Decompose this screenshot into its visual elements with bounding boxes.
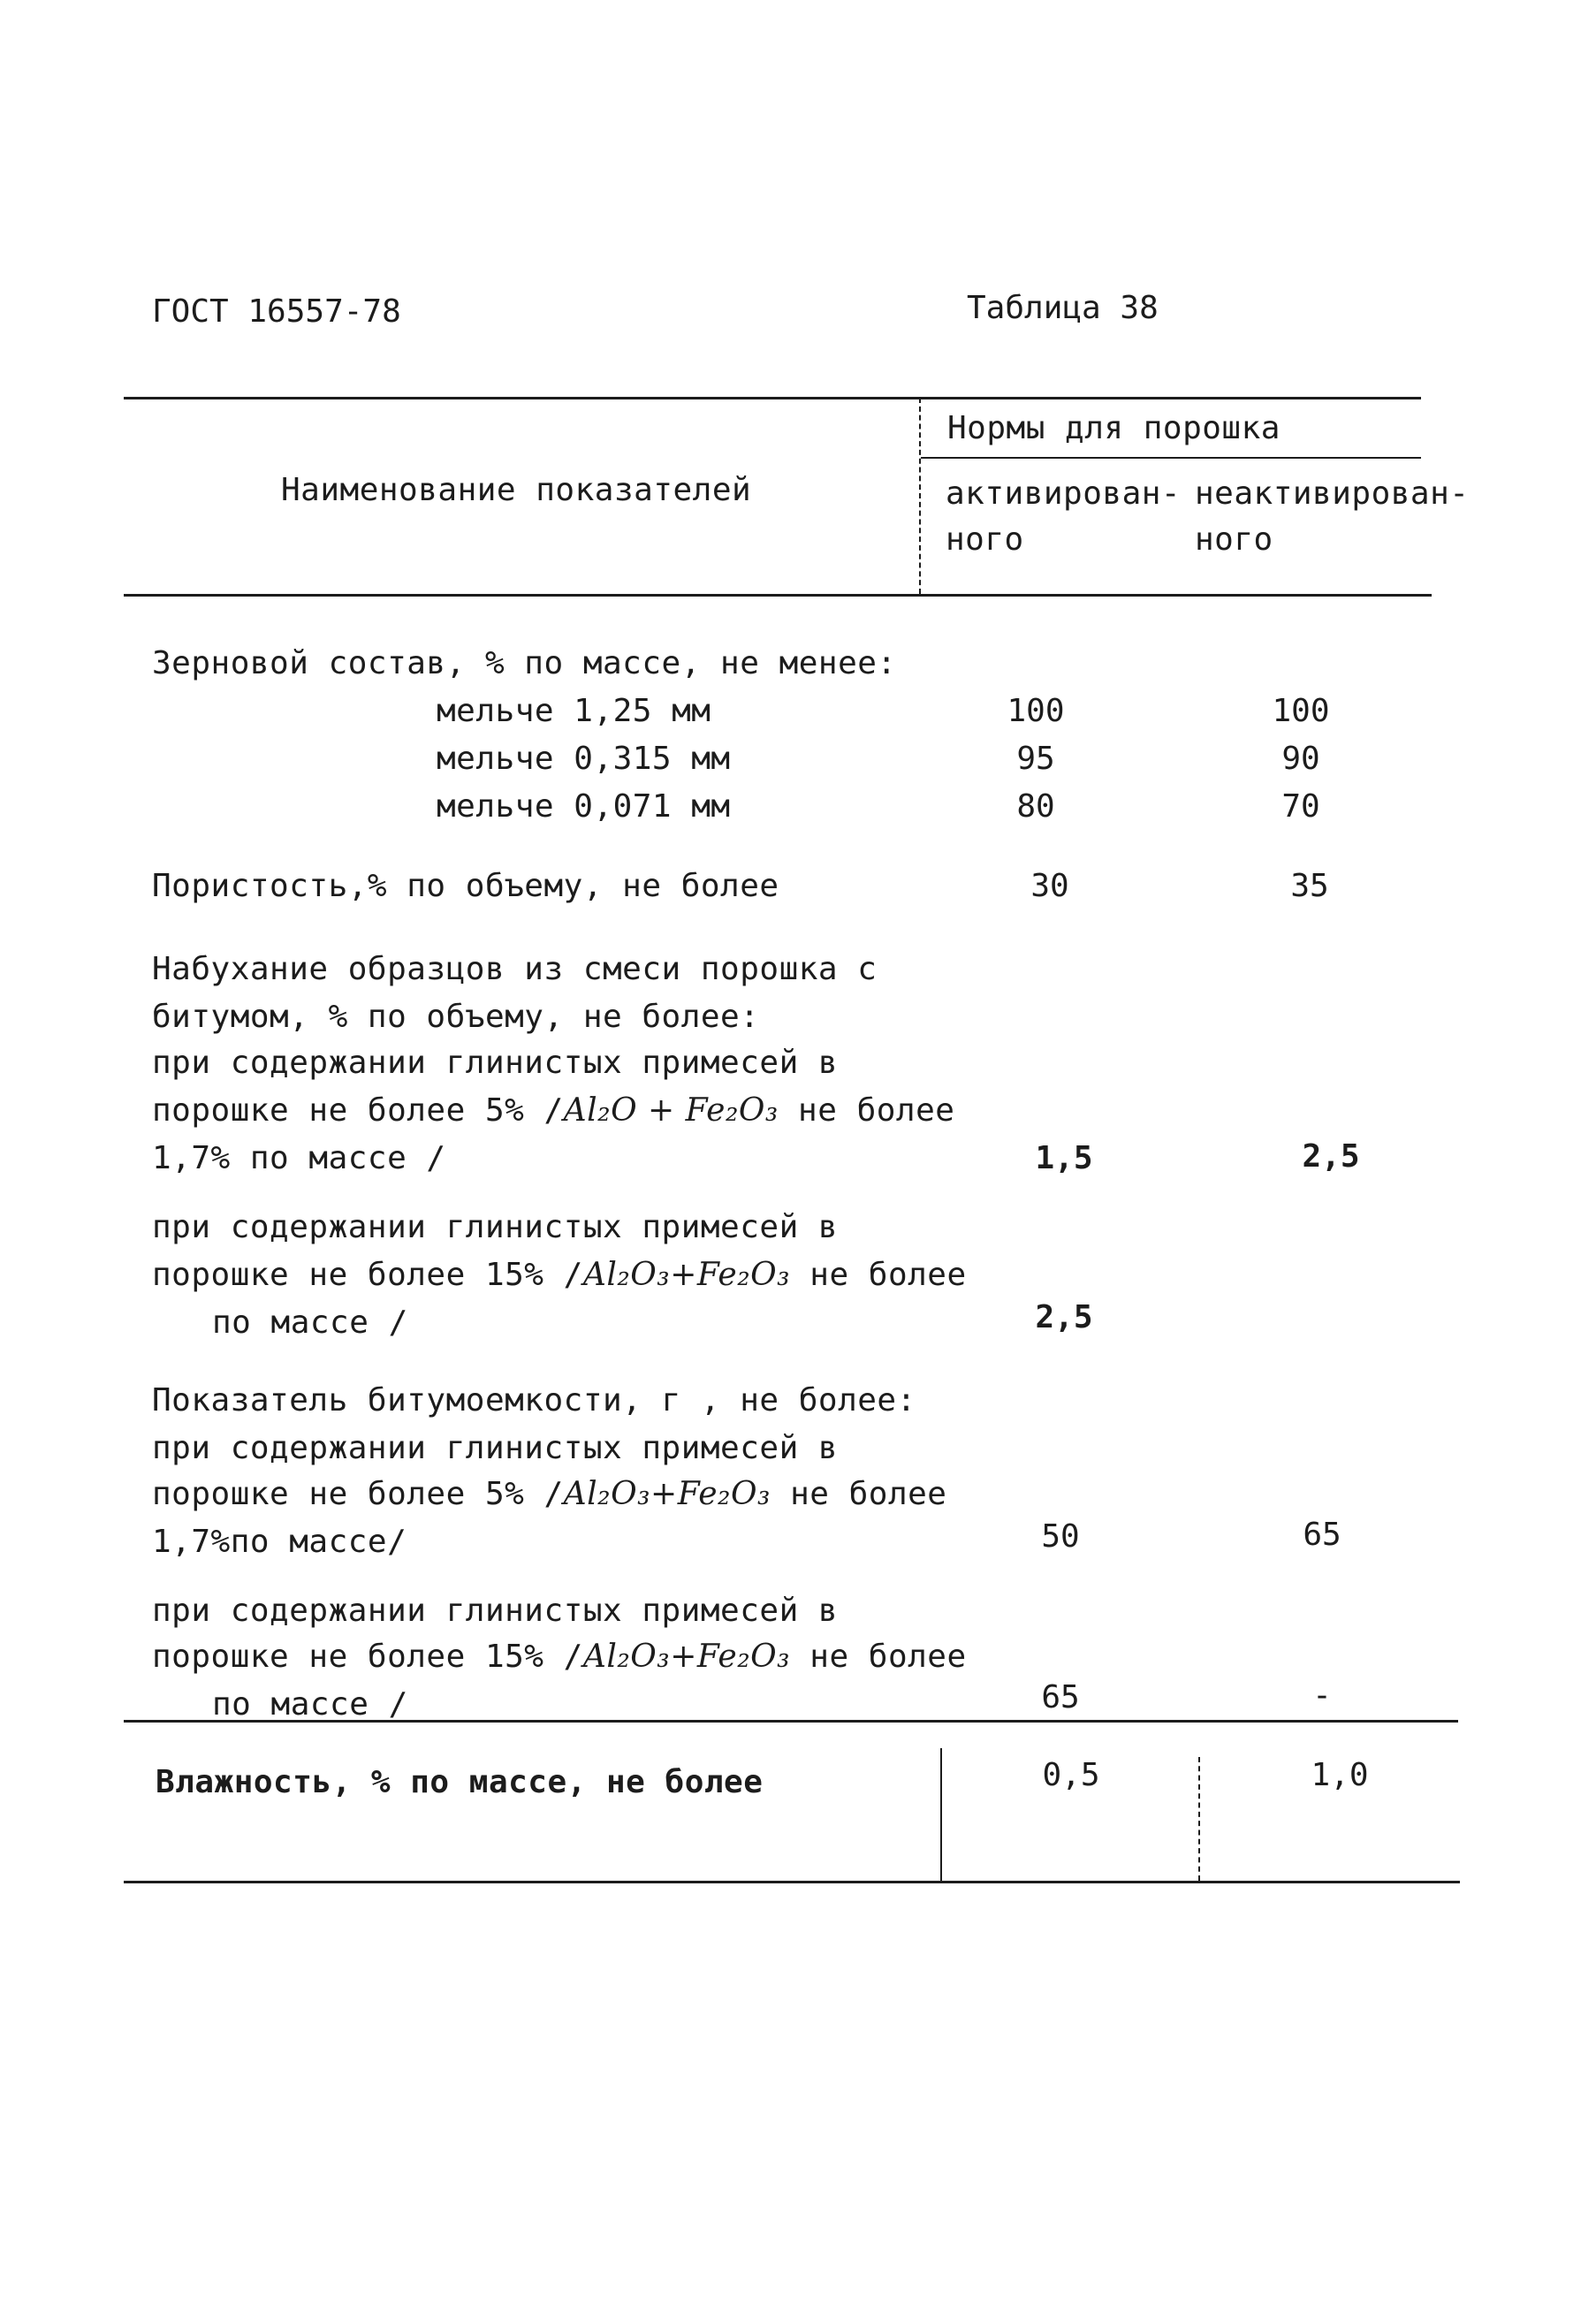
bitumen-c2-line2 — [152, 1639, 967, 1675]
bitumen-c2-line3: по массе / — [212, 1686, 408, 1723]
bitumen-c1-text-end: не более — [790, 1476, 947, 1512]
moisture-label: Влажность, % по массе, не более — [156, 1764, 764, 1800]
bitumen-c2-formula: Al₂O₃+Fe₂O₃ — [582, 1639, 791, 1675]
moisture-divider-dashed — [1198, 1757, 1200, 1881]
swelling-line2: битумом, % по объему, не более: — [152, 999, 760, 1035]
table-label: Таблица 38 — [967, 290, 1159, 326]
grain-sub1-activated: 100 — [1007, 693, 1065, 729]
norms-subheader-rule — [921, 457, 1421, 459]
column-header-nonactivated-1: неактивирован- — [1195, 475, 1470, 512]
grain-sub3-nonactivated: 70 — [1281, 788, 1320, 825]
column-header-name: Наименование показателей — [281, 472, 752, 508]
bitumen-c1-formula: Al₂O₃+Fe₂O₃ — [563, 1476, 771, 1512]
moisture-nonactivated: 1,0 — [1311, 1757, 1369, 1793]
bitumen-c2-text: порошке не более 15% / — [152, 1639, 583, 1675]
bitumen-line1: Показатель битумоемкости, г , не более: — [152, 1382, 916, 1419]
bitumen-c1-line1: при содержании глинистых примесей в — [152, 1430, 839, 1466]
column-header-norms: Нормы для порошка — [947, 410, 1281, 446]
bitumen-c1-line2 — [152, 1476, 946, 1512]
swelling-c1-line1: при содержании глинистых примесей в — [152, 1045, 839, 1081]
swelling-line1: Набухание образцов из смеси порошка с — [152, 951, 878, 987]
swelling-c2-line1: при содержании глинистых примесей в — [152, 1209, 839, 1245]
column-header-activated-1: активирован- — [946, 475, 1182, 512]
header-divider — [919, 398, 921, 594]
bitumen-c2-nonactivated: - — [1312, 1677, 1332, 1714]
porosity-activated: 30 — [1030, 868, 1069, 904]
swelling-c2-line3: по массе / — [212, 1304, 408, 1341]
table-bottom-rule — [124, 1881, 1460, 1883]
porosity-label: Пористость,% по объему, не более — [152, 868, 779, 904]
grain-title: Зерновой состав, % по массе, не менее: — [152, 645, 897, 681]
swelling-c1-activated: 1,5 — [1035, 1140, 1093, 1176]
bitumen-c1-nonactivated: 65 — [1303, 1517, 1341, 1553]
grain-sub1-nonactivated: 100 — [1272, 693, 1330, 729]
swelling-c1-line3: 1,7% по массе / — [152, 1140, 446, 1176]
bitumen-c1-text: порошке не более 5% / — [152, 1476, 564, 1512]
bitumen-c2-text-end: не более — [809, 1639, 967, 1675]
column-header-activated-2: ного — [946, 521, 1024, 558]
table-top-rule — [124, 397, 1421, 399]
grain-sub2-nonactivated: 90 — [1281, 741, 1320, 777]
swelling-c1-formula: Al₂O + Fe₂O₃ — [563, 1092, 779, 1129]
bitumen-c1-activated: 50 — [1041, 1518, 1080, 1555]
porosity-nonactivated: 35 — [1290, 868, 1329, 904]
swelling-c1-text-end: не более — [798, 1092, 955, 1129]
grain-sub2-label: мельче 0,315 мм — [437, 741, 731, 777]
swelling-c2-formula: Al₂O₃+Fe₂O₃ — [582, 1257, 791, 1293]
grain-sub1-label: мельче 1,25 мм — [437, 693, 711, 729]
swelling-c2-activated: 2,5 — [1035, 1299, 1093, 1335]
standard-number: ГОСТ 16557-78 — [152, 293, 401, 330]
moisture-divider — [940, 1748, 942, 1882]
grain-sub2-activated: 95 — [1016, 741, 1055, 777]
bitumen-c2-line1: при содержании глинистых примесей в — [152, 1593, 839, 1629]
swelling-c2-line2 — [152, 1257, 967, 1293]
swelling-c1-nonactivated: 2,5 — [1302, 1138, 1360, 1175]
header-bottom-rule — [124, 594, 1432, 597]
grain-sub3-activated: 80 — [1016, 788, 1055, 825]
bitumen-c1-line3: 1,7%по массе/ — [152, 1524, 407, 1560]
bitumen-c2-activated: 65 — [1041, 1679, 1080, 1715]
moisture-activated: 0,5 — [1042, 1757, 1100, 1793]
swelling-c1-line2 — [152, 1092, 954, 1129]
swelling-c1-text: порошке не более 5% / — [152, 1092, 564, 1129]
swelling-c2-text: порошке не более 15% / — [152, 1257, 583, 1293]
swelling-c2-text-end: не более — [809, 1257, 967, 1293]
grain-sub3-label: мельче 0,071 мм — [437, 788, 731, 825]
column-header-nonactivated-2: ного — [1195, 521, 1273, 558]
